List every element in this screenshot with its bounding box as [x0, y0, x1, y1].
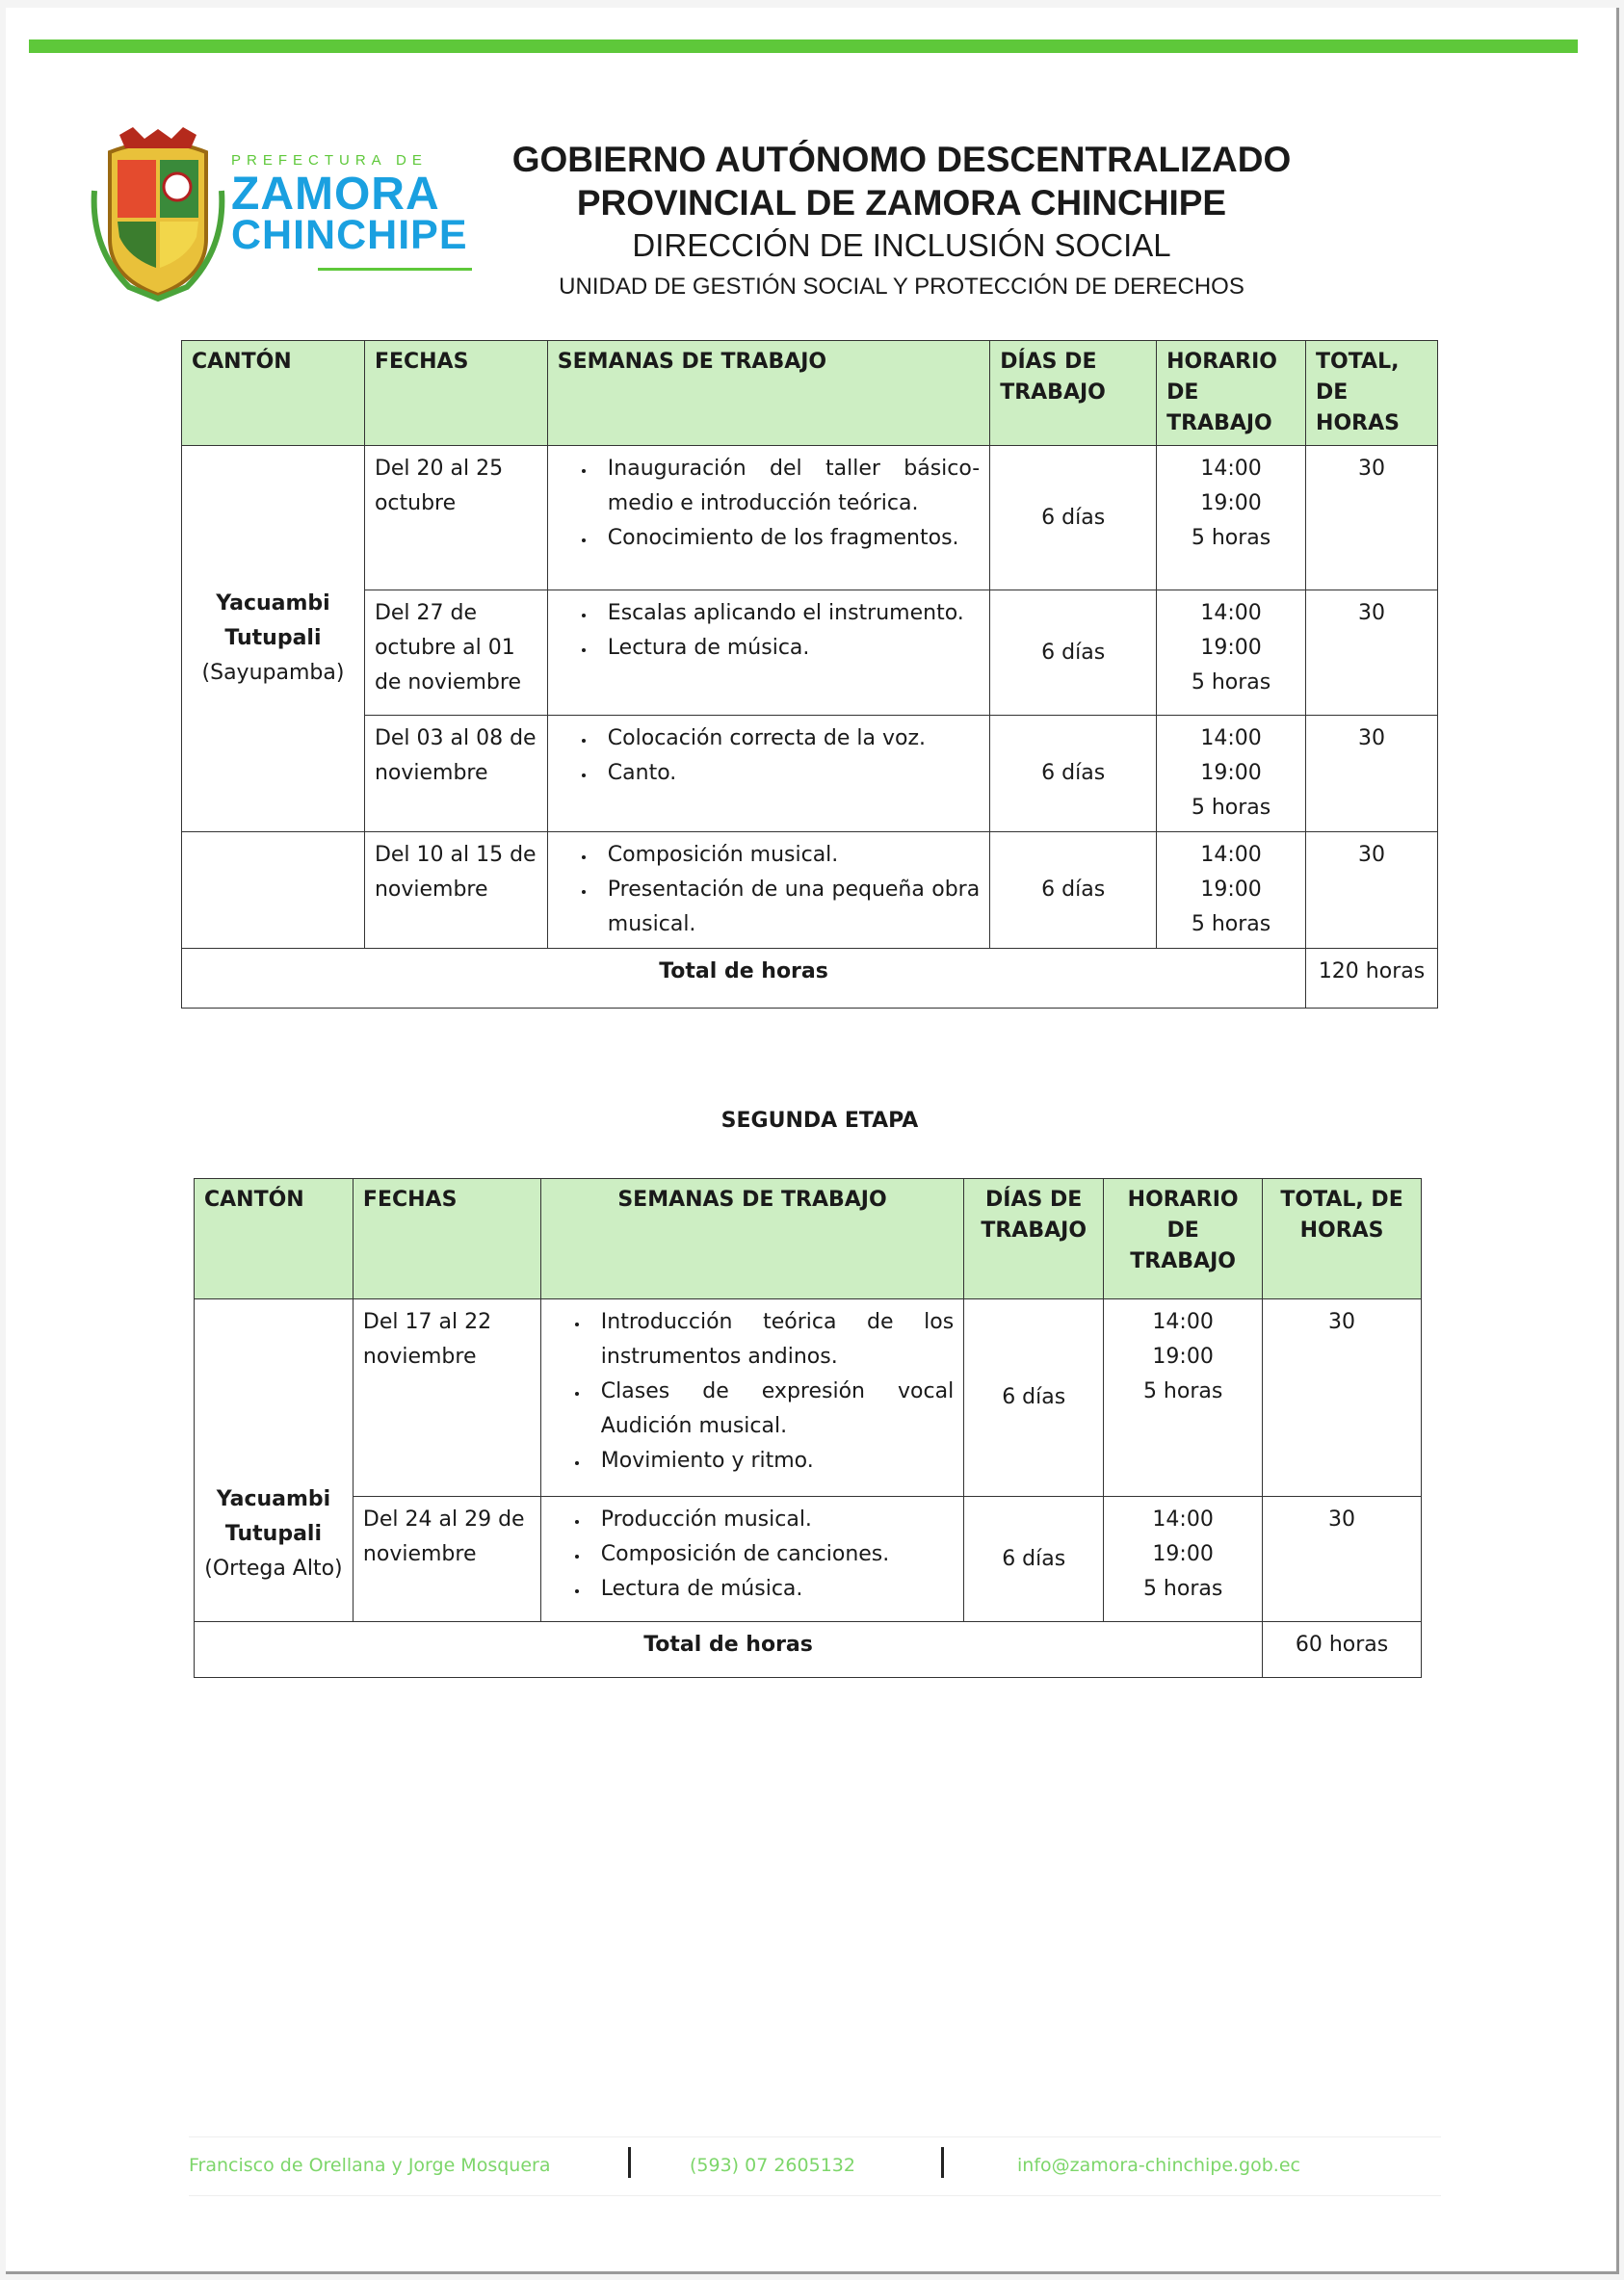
total-value: 60 horas — [1263, 1622, 1422, 1678]
hora-end: 19:00 — [1200, 761, 1262, 785]
hora-duration: 5 horas — [1191, 526, 1271, 550]
semanas-cell — [547, 590, 989, 716]
total-cell: 30 — [1263, 1299, 1422, 1497]
table-row — [182, 446, 1438, 590]
horario-cell — [1157, 716, 1306, 832]
header-line-2: PROVINCIAL DE ZAMORA CHINCHIPE — [576, 183, 1227, 223]
canton-name-1: Yacuambi — [216, 591, 330, 616]
brand-chinchipe: CHINCHIPE — [231, 212, 468, 258]
semana-item: • Introducción teórica de los instrumentos andinos. — [589, 1305, 954, 1375]
fechas-cell: Del 03 al 08 de noviembre — [364, 716, 547, 832]
header-horario: HORARIO DE TRABAJO — [1104, 1179, 1263, 1299]
horario-cell — [1104, 1497, 1263, 1622]
semana-item: • Conocimiento de los fragmentos. — [596, 521, 980, 556]
hora-duration: 5 horas — [1142, 1577, 1223, 1601]
semana-item: • Presentación de una pequeña obra musical. — [596, 873, 980, 942]
dias-cell: 6 días — [990, 446, 1157, 590]
header-canton: CANTÓN — [195, 1179, 354, 1299]
section-title: SEGUNDA ETAPA — [720, 1109, 919, 1133]
brand-underline — [318, 268, 472, 271]
header-line-4: UNIDAD DE GESTIÓN SOCIAL Y PROTECCIÓN DE DERECHOS — [559, 274, 1244, 300]
hora-duration: 5 horas — [1191, 670, 1271, 694]
hora-end: 19:00 — [1200, 491, 1262, 515]
semana-item: • Movimiento y ritmo. — [589, 1444, 954, 1479]
table-row — [182, 590, 1438, 716]
horario-cell — [1157, 832, 1306, 949]
footer-email[interactable]: info@zamora-chinchipe.gob.ec — [1017, 2155, 1300, 2176]
total-row — [182, 949, 1438, 1009]
semana-item: • Producción musical. — [589, 1503, 954, 1537]
header-fechas: FECHAS — [364, 341, 547, 446]
header-canton: CANTÓN — [182, 341, 365, 446]
dias-cell: 6 días — [964, 1299, 1104, 1497]
table-header-row — [182, 341, 1438, 446]
fechas-cell: Del 24 al 29 de noviembre — [353, 1497, 540, 1622]
fechas-cell: Del 10 al 15 de noviembre — [364, 832, 547, 949]
total-cell: 30 — [1306, 716, 1438, 832]
dias-cell: 6 días — [990, 716, 1157, 832]
hora-end: 19:00 — [1200, 636, 1262, 660]
footer-separator — [941, 2147, 944, 2178]
hora-start: 14:00 — [1152, 1310, 1214, 1334]
document-page — [6, 8, 1619, 2274]
semana-item: • Composición de canciones. — [589, 1537, 954, 1572]
fechas-cell: Del 20 al 25 octubre — [364, 446, 547, 590]
coat-of-arms-logo — [91, 123, 225, 306]
fechas-cell: Del 27 de octubre al 01 de noviembre — [364, 590, 547, 716]
table-row — [182, 716, 1438, 832]
hora-end: 19:00 — [1152, 1345, 1214, 1369]
header-horario: HORARIO DE TRABAJO — [1157, 341, 1306, 446]
semana-item: • Escalas aplicando el instrumento. — [596, 596, 980, 631]
empty-canton-cell — [182, 832, 365, 949]
hora-duration: 5 horas — [1191, 912, 1271, 936]
semana-item: • Canto. — [596, 756, 980, 791]
semanas-cell — [547, 446, 989, 590]
table-row — [195, 1497, 1422, 1622]
footer — [189, 2136, 1441, 2196]
horario-cell — [1104, 1299, 1263, 1497]
canton-name-2: Tutupali — [224, 1522, 323, 1546]
header-line-1: GOBIERNO AUTÓNOMO DESCENTRALIZADO — [511, 140, 1292, 179]
header-line-3: DIRECCIÓN DE INCLUSIÓN SOCIAL — [632, 227, 1171, 263]
canton-name-1: Yacuambi — [216, 1487, 331, 1511]
total-cell: 30 — [1306, 590, 1438, 716]
dias-cell: 6 días — [964, 1497, 1104, 1622]
semanas-cell — [540, 1299, 963, 1497]
total-value: 120 horas — [1306, 949, 1438, 1009]
dias-cell: 6 días — [990, 590, 1157, 716]
horario-cell — [1157, 590, 1306, 716]
hora-end: 19:00 — [1200, 878, 1262, 902]
header-semanas: SEMANAS DE TRABAJO — [540, 1179, 963, 1299]
hora-start: 14:00 — [1200, 843, 1262, 867]
hora-end: 19:00 — [1152, 1542, 1214, 1566]
canton-place: (Sayupamba) — [201, 661, 345, 685]
header-green-bar — [29, 39, 1578, 53]
fechas-cell: Del 17 al 22 noviembre — [353, 1299, 540, 1497]
semanas-cell — [540, 1497, 963, 1622]
total-label: Total de horas — [182, 949, 1306, 1009]
total-cell: 30 — [1263, 1497, 1422, 1622]
semana-item: • Clases de expresión vocal Audición musical. — [589, 1375, 954, 1444]
brand-zamora: ZAMORA — [231, 169, 440, 220]
header-fechas: FECHAS — [353, 1179, 540, 1299]
canton-place: (Ortega Alto) — [204, 1557, 343, 1581]
horario-cell — [1157, 446, 1306, 590]
schedule-table-2 — [194, 1178, 1422, 1678]
canton-cell — [195, 1299, 354, 1622]
total-cell: 30 — [1306, 832, 1438, 949]
canton-cell — [182, 446, 365, 832]
hora-duration: 5 horas — [1142, 1379, 1223, 1403]
footer-address: Francisco de Orellana y Jorge Mosquera — [189, 2155, 551, 2176]
footer-separator — [628, 2147, 631, 2178]
dias-cell: 6 días — [990, 832, 1157, 949]
table-header-row — [195, 1179, 1422, 1299]
semana-item: • Colocación correcta de la voz. — [596, 721, 980, 756]
header-dias: DÍAS DE TRABAJO — [990, 341, 1157, 446]
canton-name-2: Tutupali — [224, 626, 322, 650]
footer-phone: (593) 07 2605132 — [690, 2155, 855, 2176]
hora-start: 14:00 — [1200, 457, 1262, 481]
hora-start: 14:00 — [1200, 601, 1262, 625]
table-row — [195, 1299, 1422, 1497]
semana-item: • Inauguración del taller básico-medio e introducción teórica. — [596, 452, 980, 521]
hora-start: 14:00 — [1200, 726, 1262, 750]
hora-duration: 5 horas — [1191, 796, 1271, 820]
hora-start: 14:00 — [1152, 1507, 1214, 1532]
header-total: TOTAL, DE HORAS — [1306, 341, 1438, 446]
schedule-table-1 — [181, 340, 1438, 1009]
table-row — [182, 832, 1438, 949]
semanas-cell — [547, 716, 989, 832]
header-total: TOTAL, DE HORAS — [1263, 1179, 1422, 1299]
semana-item: • Composición musical. — [596, 838, 980, 873]
total-cell: 30 — [1306, 446, 1438, 590]
semana-item: • Lectura de música. — [596, 631, 980, 666]
semanas-cell — [547, 832, 989, 949]
header-semanas: SEMANAS DE TRABAJO — [547, 341, 989, 446]
header-dias: DÍAS DE TRABAJO — [964, 1179, 1104, 1299]
total-row — [195, 1622, 1422, 1678]
total-label: Total de horas — [195, 1622, 1263, 1678]
semana-item: • Lectura de música. — [589, 1572, 954, 1607]
brand-prefix: PREFECTURA DE — [231, 152, 428, 169]
